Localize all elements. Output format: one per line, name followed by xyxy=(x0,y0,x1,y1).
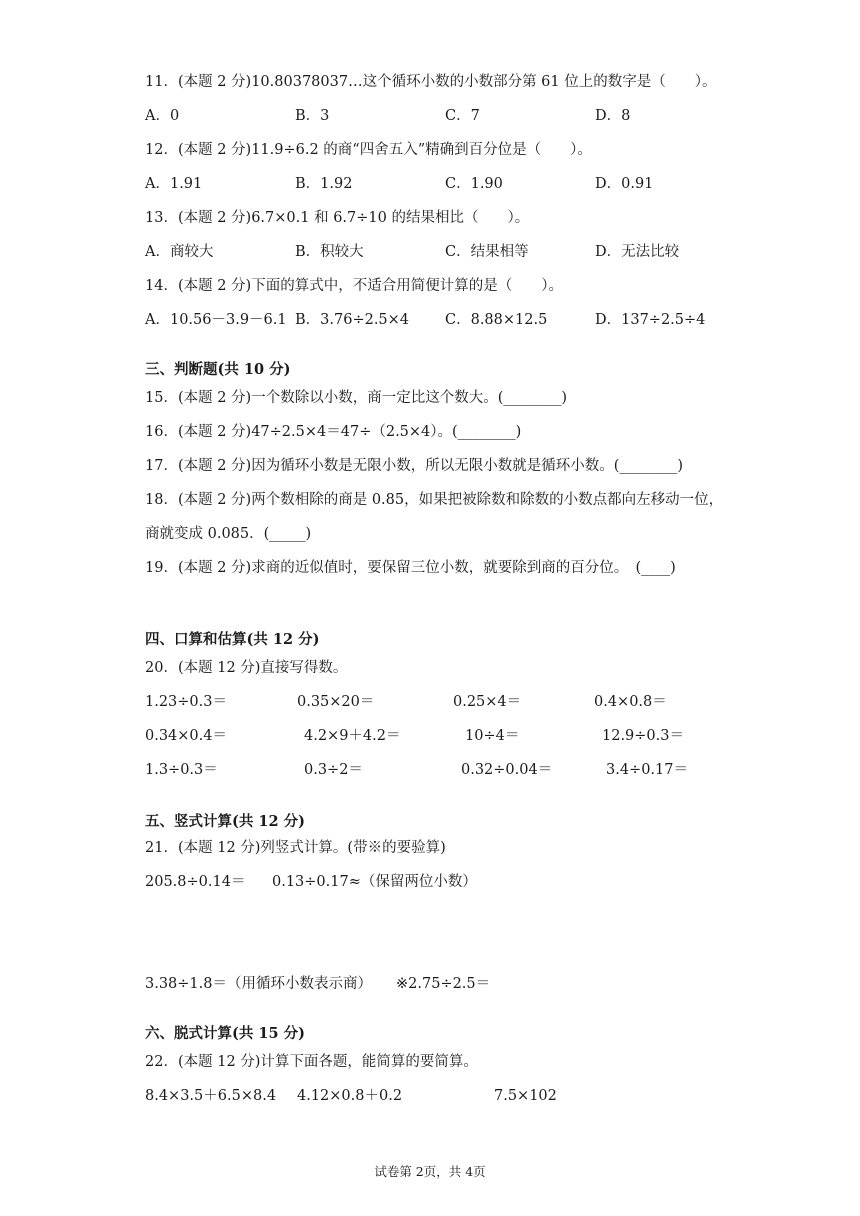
q14-option-d: D．137÷2.5÷4 xyxy=(595,312,706,328)
question-21-stem: 21．(本题 12 分)列竖式计算。(带※的要验算) xyxy=(145,840,446,856)
page-footer: 试卷第 2页，共 4页 xyxy=(374,1164,486,1179)
q14-option-a: A．10.56－3.9－6.1 xyxy=(145,312,287,328)
vertical-calc-item: 205.8÷0.14＝ xyxy=(145,874,246,890)
question-15: 15．(本题 2 分)一个数除以小数，商一定比这个数大。(________) xyxy=(145,390,568,406)
mental-calc-item: 0.34×0.4＝ xyxy=(145,728,227,744)
q12-option-a: A．1.91 xyxy=(145,176,203,192)
question-17: 17．(本题 2 分)因为循环小数是无限小数，所以无限小数就是循环小数。(________) xyxy=(145,458,684,474)
question-19: 19．(本题 2 分)求商的近似值时，要保留三位小数，就要除到商的百分位。 (____) xyxy=(145,560,676,576)
q13-option-c: C．结果相等 xyxy=(445,244,529,260)
mental-calc-item: 0.32÷0.04＝ xyxy=(461,762,553,778)
mental-calc-item: 10÷4＝ xyxy=(465,728,520,744)
q11-option-a: A．0 xyxy=(145,108,180,124)
mental-calc-item: 1.3÷0.3＝ xyxy=(145,762,218,778)
section-3-heading: 三、判断题(共 10 分) xyxy=(145,361,291,378)
q11-option-d: D．8 xyxy=(595,108,631,124)
mental-calc-item: 1.23÷0.3＝ xyxy=(145,694,227,710)
q13-option-a: A．商较大 xyxy=(145,244,214,260)
question-20-stem: 20．(本题 12 分)直接写得数。 xyxy=(145,660,348,676)
q14-option-c: C．8.88×12.5 xyxy=(445,312,548,328)
question-16: 16．(本题 2 分)47÷2.5×4＝47÷（2.5×4）。(________) xyxy=(145,424,522,440)
q13-option-b: B．积较大 xyxy=(295,244,364,260)
step-calc-item: 8.4×3.5＋6.5×8.4 xyxy=(145,1088,277,1104)
mental-calc-item: 4.2×9＋4.2＝ xyxy=(304,728,401,744)
step-calc-item: 7.5×102 xyxy=(494,1088,557,1104)
q12-option-c: C．1.90 xyxy=(445,176,503,192)
q11-option-c: C．7 xyxy=(445,108,480,124)
question-13-stem: 13．(本题 2 分)6.7×0.1 和 6.7÷10 的结果相比（ ）。 xyxy=(145,210,530,226)
mental-calc-item: 0.35×20＝ xyxy=(297,694,375,710)
vertical-calc-item: 3.38÷1.8＝（用循环小数表示商） xyxy=(145,976,372,992)
vertical-calc-item: 0.13÷0.17≈（保留两位小数） xyxy=(272,874,477,890)
q13-option-d: D．无法比较 xyxy=(595,244,680,260)
question-12-stem: 12．(本题 2 分)11.9÷6.2 的商“四舍五入”精确到百分位是（ ）。 xyxy=(145,142,592,158)
q12-option-b: B．1.92 xyxy=(295,176,353,192)
q14-option-b: B．3.76÷2.5×4 xyxy=(295,312,410,328)
mental-calc-item: 12.9÷0.3＝ xyxy=(602,728,684,744)
mental-calc-item: 0.25×4＝ xyxy=(453,694,522,710)
mental-calc-item: 0.4×0.8＝ xyxy=(594,694,667,710)
q11-option-b: B．3 xyxy=(295,108,330,124)
mental-calc-item: 0.3÷2＝ xyxy=(304,762,363,778)
question-14-stem: 14．(本题 2 分)下面的算式中，不适合用简便计算的是（ ）。 xyxy=(145,278,563,294)
q12-option-d: D．0.91 xyxy=(595,176,654,192)
section-5-heading: 五、竖式计算(共 12 分) xyxy=(145,813,305,830)
section-4-heading: 四、口算和估算(共 12 分) xyxy=(145,631,320,648)
mental-calc-item: 3.4÷0.17＝ xyxy=(606,762,688,778)
question-22-stem: 22．(本题 12 分)计算下面各题，能简算的要简算。 xyxy=(145,1054,478,1070)
question-18-line-2: 商就变成 0.085．(_____) xyxy=(145,526,312,542)
step-calc-item: 4.12×0.8＋0.2 xyxy=(297,1088,403,1104)
vertical-calc-item: ※2.75÷2.5＝ xyxy=(396,976,491,992)
section-6-heading: 六、脱式计算(共 15 分) xyxy=(145,1025,305,1042)
question-11-stem: 11．(本题 2 分)10.80378037…这个循环小数的小数部分第 61 位上的数字是（ ）。 xyxy=(145,74,717,90)
question-18-line-1: 18．(本题 2 分)两个数相除的商是 0.85，如果把被除数和除数的小数点都向左移动一位， xyxy=(145,492,724,508)
